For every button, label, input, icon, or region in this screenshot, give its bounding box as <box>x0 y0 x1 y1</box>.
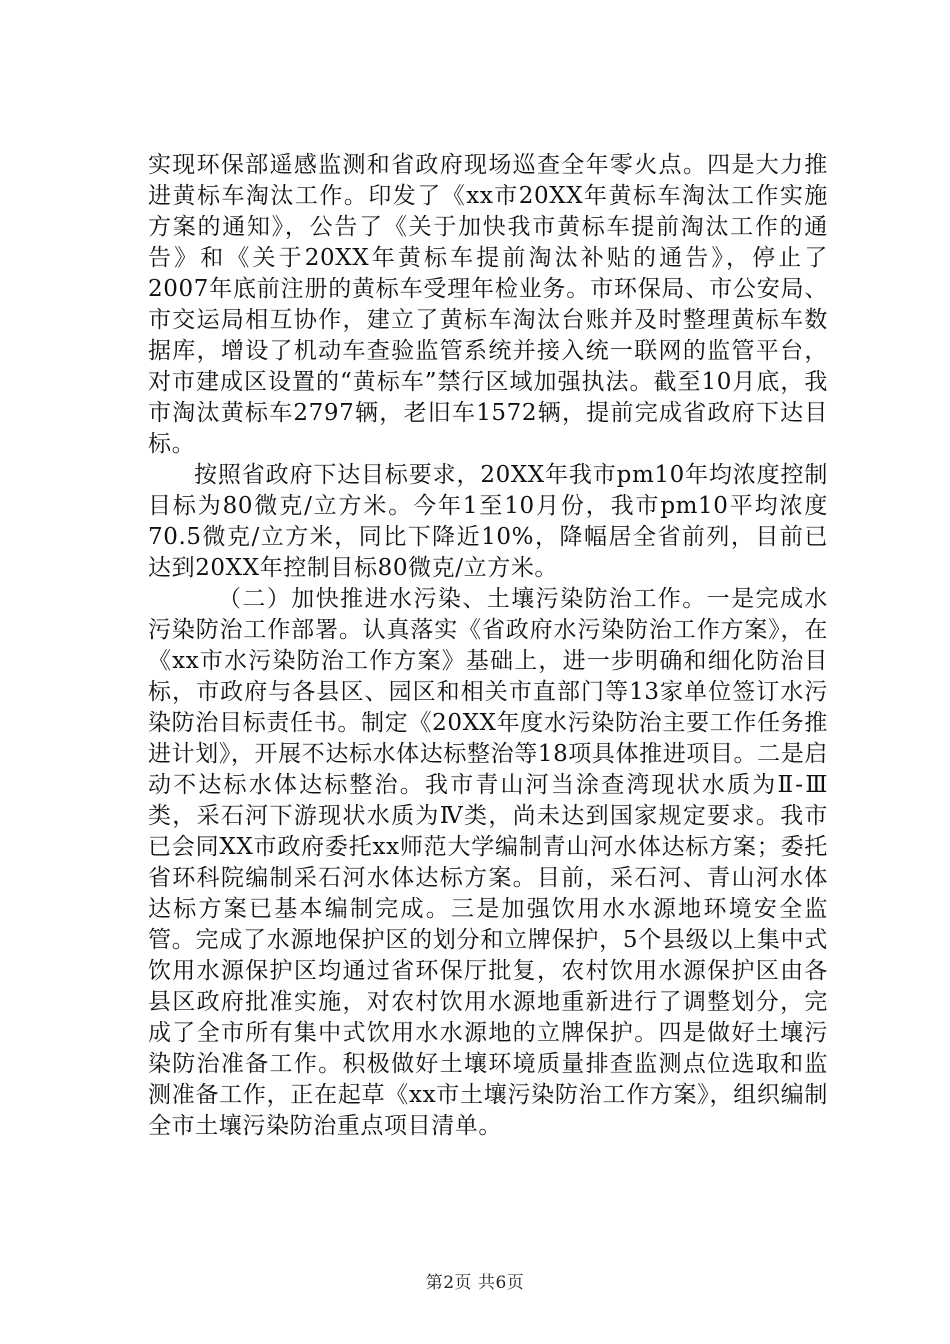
paragraph-water-soil-pollution: （二）加快推进水污染、土壤污染防治工作。一是完成水污染防治工作部署。认真落实《省政府水污染防治工作方案》，在《xx市水污染防治工作方案》基础上，进一步明确和细化防治目标，市政府与各县区、园区和相关市直部门等13家单位签订水污染防治目标责任书。制定《20XX年度水污染防治主要工作任务推进计划》，开展不达标水体达标整治等18项具体推进项目。二是启动不达标水体达标整治。我市青山河当涂查湾现状水质为Ⅱ-Ⅲ类，采石河下游现状水质为Ⅳ类，尚未达到国家规定要求。我市已会同XX市政府委托xx师范大学编制青山河水体达标方案；委托省环科院编制采石河水体达标方案。目前，采石河、青山河水体达标方案已基本编制完成。三是加强饮用水水源地环境安全监管。完成了水源地保护区的划分和立牌保护，5个县级以上集中式饮用水源保护区均通过省环保厅批复，农村饮用水源保护区由各县区政府批准实施，对农村饮用水源地重新进行了调整划分，完成了全市所有集中式饮用水水源地的立牌保护。四是做好土壤污染防治准备工作。积极做好土壤环境质量排查监测点位选取和监测准备工作，正在起草《xx市土壤污染防治工作方案》，组织编制全市土壤污染防治重点项目清单。 <box>148 586 828 1139</box>
document-body <box>148 150 828 1142</box>
paragraph-pm10-target: 按照省政府下达目标要求，20XX年我市pm10年均浓度控制目标为80微克/立方米。今年1至10月份，我市pm10平均浓度70.5微克/立方米，同比下降近10%，降幅居全省前列，目前已达到20XX年控制目标80微克/立方米。 <box>148 462 828 581</box>
paragraph-yellow-label-vehicles: 实现环保部遥感监测和省政府现场巡查全年零火点。四是大力推进黄标车淘汰工作。印发了《xx市20XX年黄标车淘汰工作实施方案的通知》，公告了《关于加快我市黄标车提前淘汰工作的通告》和《关于20XX年黄标车提前淘汰补贴的通告》，停止了2007年底前注册的黄标车受理年检业务。市环保局、市公安局、市交运局相互协作，建立了黄标车淘汰台账并及时整理黄标车数据库，增设了机动车查验监管系统并接入统一联网的监管平台，对市建成区设置的“黄标车”禁行区域加强执法。截至10月底，我市淘汰黄标车2797辆，老旧车1572辆，提前完成省政府下达目标。 <box>148 152 828 457</box>
page-footer: 第2页 共6页 <box>425 1273 525 1293</box>
